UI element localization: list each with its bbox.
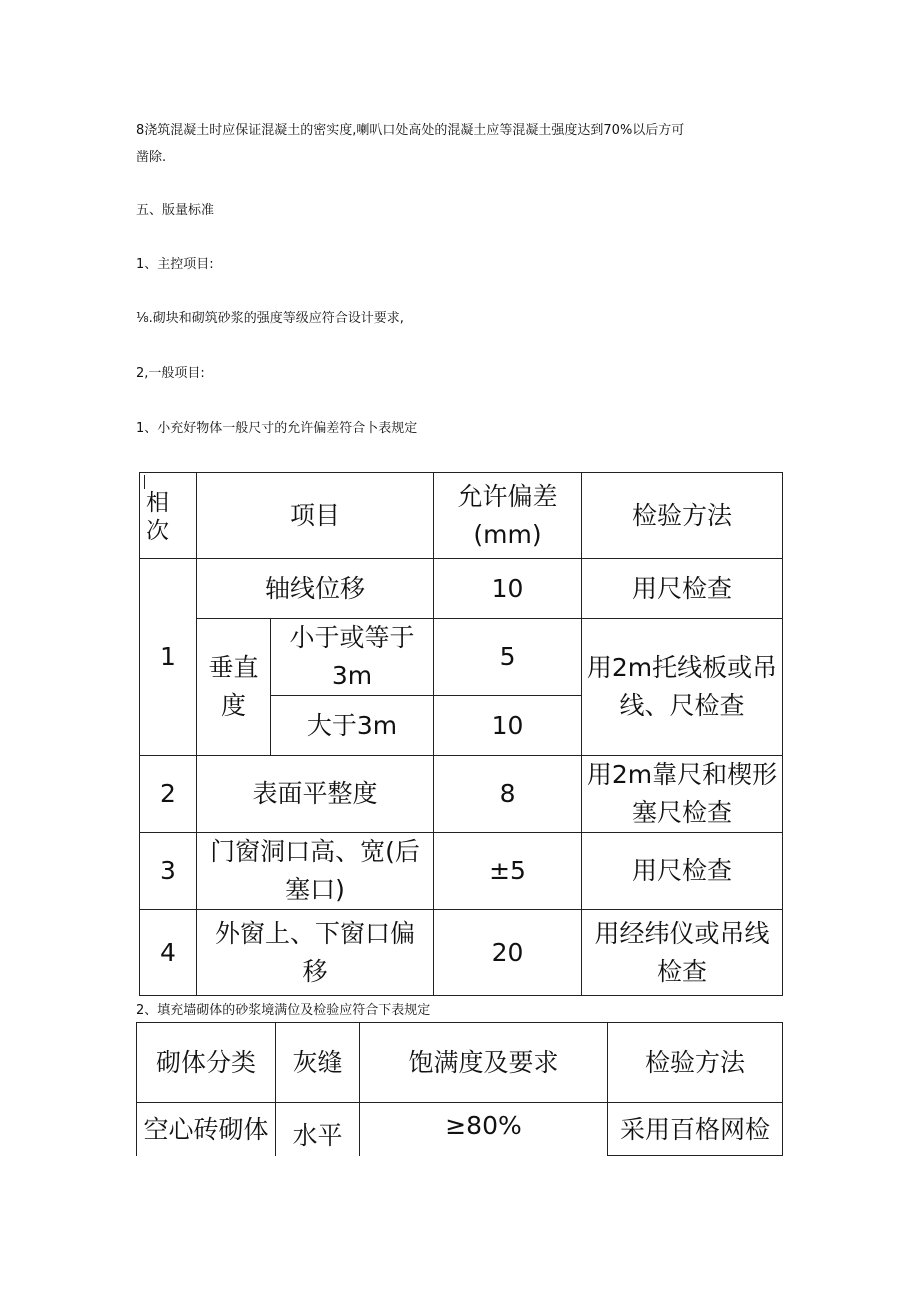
header-item: 项目 — [197, 473, 434, 559]
paragraph-concrete-line1: 8浇筑混凝土时应保证混凝土的密实度,喇叭口处高处的混凝土应等混凝土强度达到70%以后方可 — [136, 123, 685, 138]
general-items-heading: 2,一般项目: — [136, 366, 205, 381]
row1b-group: 垂直度 — [197, 619, 271, 756]
row1b-tolerance1: 5 — [434, 619, 582, 696]
row1b-sub1: 小于或等于3m — [271, 619, 434, 696]
row1b-method: 用2m托线板或吊线、尺检查 — [582, 619, 783, 756]
t2-row1-fullness: ≥80% — [360, 1103, 608, 1156]
section-heading-quality: 五、版量标准 — [136, 203, 215, 218]
header-index: 相次 — [140, 473, 197, 559]
row2-method: 用2m靠尺和楔形塞尺检查 — [582, 756, 783, 833]
main-items-heading: 1、主控项目: — [136, 257, 214, 272]
row1a-tolerance: 10 — [434, 559, 582, 619]
t2-row1-category: 空心砖砌体 — [137, 1103, 276, 1156]
row2-index: 2 — [140, 756, 197, 833]
t2-header-joint: 灰缝 — [276, 1023, 360, 1103]
mortar-fullness-table — [136, 1022, 783, 1156]
row3-item: 门窗洞口高、宽(后塞口) — [197, 833, 434, 910]
row2-tolerance: 8 — [434, 756, 582, 833]
row1b-sub2: 大于3m — [271, 696, 434, 756]
row4-item: 外窗上、下窗口偏移 — [197, 910, 434, 996]
tolerance-table — [139, 472, 783, 996]
row2-item: 表面平整度 — [197, 756, 434, 833]
t2-header-category: 砌体分类 — [137, 1023, 276, 1103]
row3-tolerance: ±5 — [434, 833, 582, 910]
header-method: 检验方法 — [582, 473, 783, 559]
row3-method: 用尺检查 — [582, 833, 783, 910]
t2-row1-method: 采用百格网检 — [608, 1103, 783, 1156]
row1b-tolerance2: 10 — [434, 696, 582, 756]
header-tolerance: 允许偏差(mm) — [434, 473, 582, 559]
t2-header-fullness: 饱满度及要求 — [360, 1023, 608, 1103]
t2-row1-joint: 水平 — [276, 1103, 360, 1156]
paragraph-concrete-line2: 凿除. — [136, 150, 167, 165]
row1-index: 1 — [140, 559, 197, 756]
main-item-text: ⅛.砌块和砌筑砂浆的强度等级应符合设计要求, — [136, 311, 404, 326]
table1-caption: 1、小充好物体一般尺寸的允许偏差符合卜表规定 — [136, 421, 418, 436]
row4-tolerance: 20 — [434, 910, 582, 996]
row4-index: 4 — [140, 910, 197, 996]
t2-header-method: 检验方法 — [608, 1023, 783, 1103]
table2-caption: 2、填充墙砌体的砂浆境满位及检验应符合下表规定 — [136, 1003, 431, 1018]
row1a-item: 轴线位移 — [197, 559, 434, 619]
row4-method: 用经纬仪或吊线检查 — [582, 910, 783, 996]
row1a-method: 用尺检查 — [582, 559, 783, 619]
row3-index: 3 — [140, 833, 197, 910]
